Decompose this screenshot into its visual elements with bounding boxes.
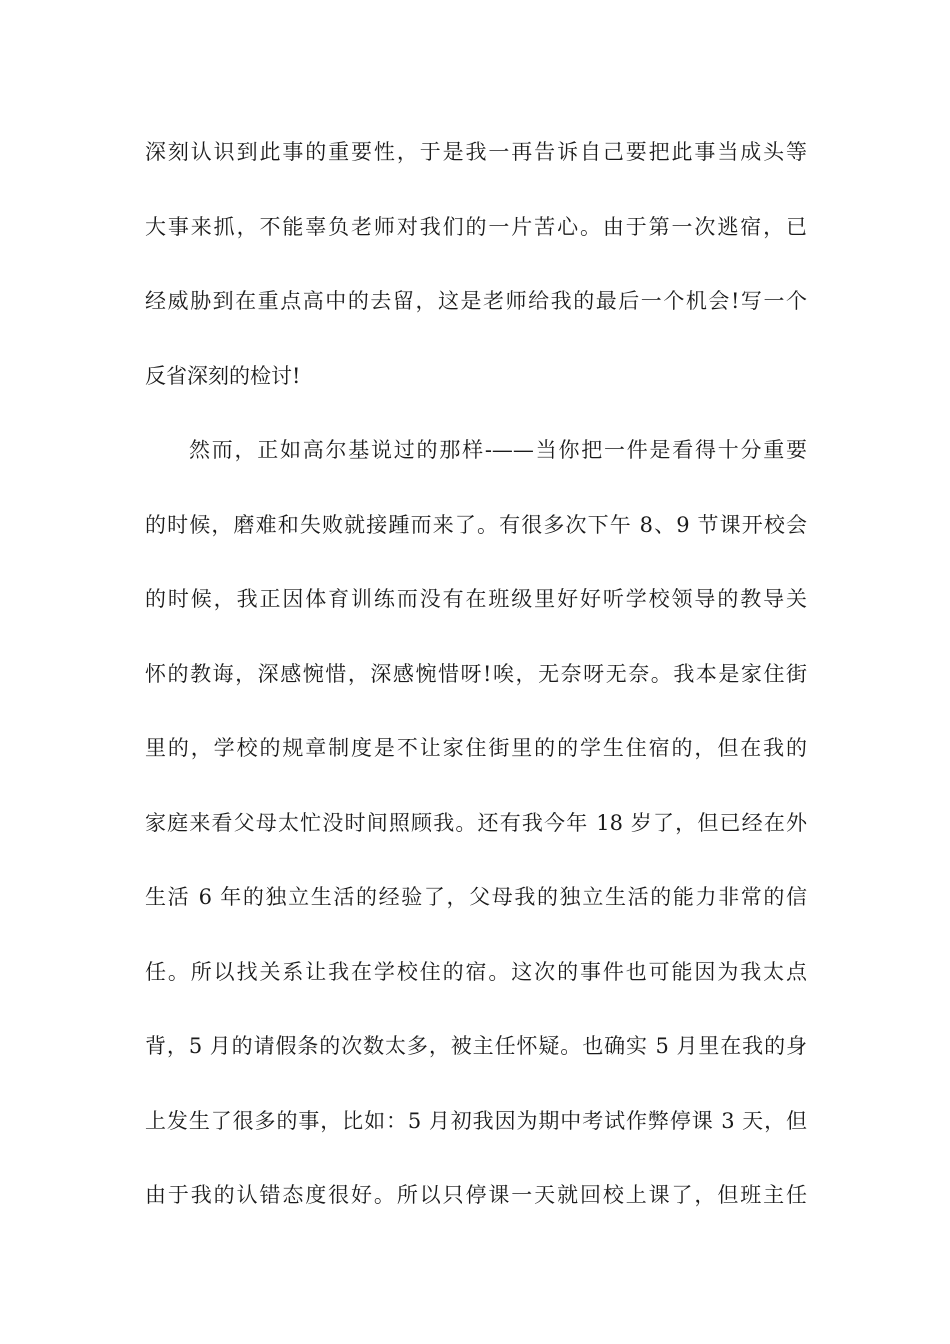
text-line: 生活 6 年的独立生活的经验了，父母我的独立生活的能力非常的信 (145, 885, 807, 909)
text-line: 经威胁到在重点高中的去留，这是老师给我的最后一个机会!写一个 (145, 289, 807, 313)
text-line: 背，5 月的请假条的次数太多，被主任怀疑。也确实 5 月里在我的身 (145, 1034, 807, 1058)
document-body (145, 128, 807, 1246)
text-line: 的时候，磨难和失败就接踵而来了。有很多次下午 8、9 节课开校会 (145, 512, 807, 537)
text-line: 反省深刻的检讨! (145, 363, 301, 388)
text-line: 深刻认识到此事的重要性，于是我一再告诉自己要把此事当成头等 (145, 140, 807, 164)
text-line: 大事来抓，不能辜负老师对我们的一片苦心。由于第一次逃宿，已 (145, 214, 807, 239)
text-line: 的时候，我正因体育训练而没有在班级里好好听学校领导的教导关 (145, 587, 807, 611)
text-line: 任。所以找关系让我在学校住的宿。这次的事件也可能因为我太点 (145, 959, 807, 984)
text-line: 上发生了很多的事，比如：5 月初我因为期中考试作弊停课 3 天，但 (145, 1108, 807, 1133)
text-line: 里的，学校的规章制度是不让家住街里的的学生住宿的，但在我的 (145, 736, 807, 760)
text-line: 家庭来看父母太忙没时间照顾我。还有我今年 18 岁了，但已经在外 (145, 810, 807, 835)
paragraph-first-line: 然而，正如高尔基说过的那样-——当你把一件是看得十分重要 (189, 438, 807, 462)
text-line: 由于我的认错态度很好。所以只停课一天就回校上课了，但班主任 (145, 1183, 807, 1207)
text-line: 怀的教诲，深感惋惜，深感惋惜呀!唉，无奈呀无奈。我本是家住街 (145, 661, 807, 686)
